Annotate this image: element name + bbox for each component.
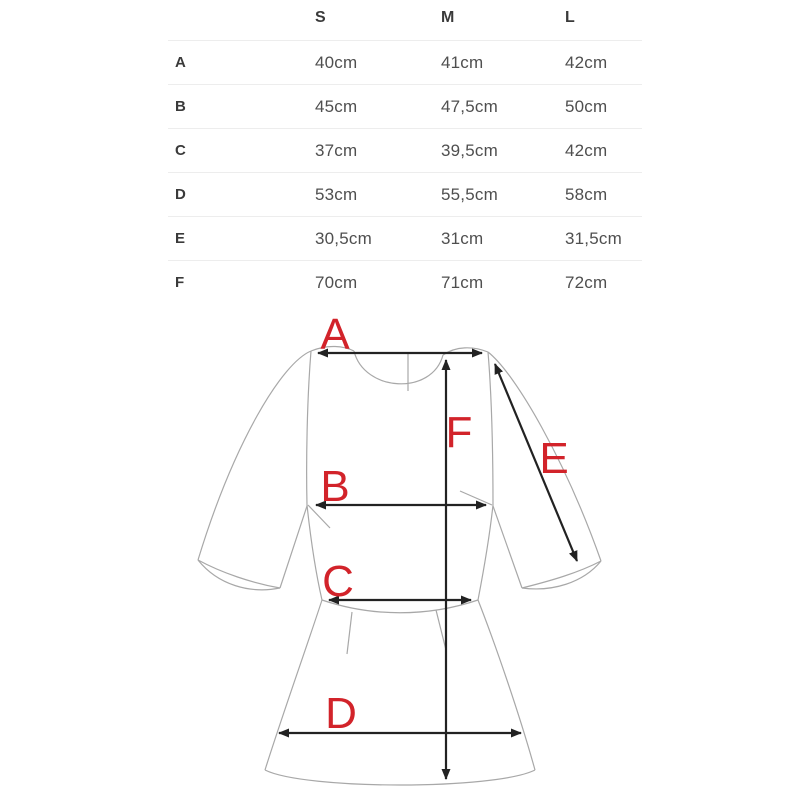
cell-value: 42cm bbox=[565, 52, 608, 72]
row-label: E bbox=[175, 230, 186, 247]
row-label: A bbox=[175, 54, 187, 71]
skirt-dart-right bbox=[436, 610, 446, 650]
measure-label-a: A bbox=[320, 310, 350, 359]
cell-value: 47,5cm bbox=[441, 96, 498, 116]
cell-value: 42cm bbox=[565, 140, 608, 160]
cell-value: 30,5cm bbox=[315, 228, 372, 248]
cell-value: 72cm bbox=[565, 272, 608, 292]
bust-dart-right bbox=[460, 491, 492, 505]
cell-value: 40cm bbox=[315, 52, 358, 72]
column-header-m: M bbox=[441, 9, 455, 26]
cell-value: 53cm bbox=[315, 184, 358, 204]
row-label: F bbox=[175, 274, 185, 291]
cell-value: 45cm bbox=[315, 96, 358, 116]
cell-value: 41cm bbox=[441, 52, 484, 72]
measure-label-c: C bbox=[322, 557, 354, 606]
column-header-s: S bbox=[315, 9, 326, 26]
row-label: D bbox=[175, 186, 187, 203]
sleeve-right-cuff-top bbox=[522, 561, 601, 588]
column-header-l: L bbox=[565, 9, 576, 26]
sleeve-left-outer bbox=[198, 351, 311, 560]
measure-label-d: D bbox=[325, 689, 357, 738]
cell-value: 58cm bbox=[565, 184, 608, 204]
sleeve-right-inner-seam bbox=[493, 506, 522, 588]
neckline bbox=[354, 351, 443, 384]
skirt-hem bbox=[265, 770, 535, 785]
bodice-right-side bbox=[478, 352, 493, 600]
measurement-labels bbox=[320, 310, 568, 738]
measure-label-e: E bbox=[539, 434, 569, 483]
cell-value: 39,5cm bbox=[441, 140, 498, 160]
measure-label-f: F bbox=[445, 408, 473, 457]
cell-value: 37cm bbox=[315, 140, 358, 160]
row-label: C bbox=[175, 142, 187, 159]
measure-label-b: B bbox=[320, 462, 350, 511]
dress-outline bbox=[198, 346, 601, 785]
cell-value: 31cm bbox=[441, 228, 484, 248]
row-label: B bbox=[175, 98, 187, 115]
sleeve-left-inner-seam bbox=[280, 506, 307, 588]
cell-value: 50cm bbox=[565, 96, 608, 116]
skirt-left-side bbox=[265, 600, 322, 770]
skirt-dart-left bbox=[347, 612, 352, 654]
cell-value: 71cm bbox=[441, 272, 484, 292]
cell-value: 31,5cm bbox=[565, 228, 622, 248]
skirt-right-side bbox=[478, 600, 535, 770]
cell-value: 55,5cm bbox=[441, 184, 498, 204]
cell-value: 70cm bbox=[315, 272, 358, 292]
sleeve-left-cuff-top bbox=[198, 560, 280, 588]
